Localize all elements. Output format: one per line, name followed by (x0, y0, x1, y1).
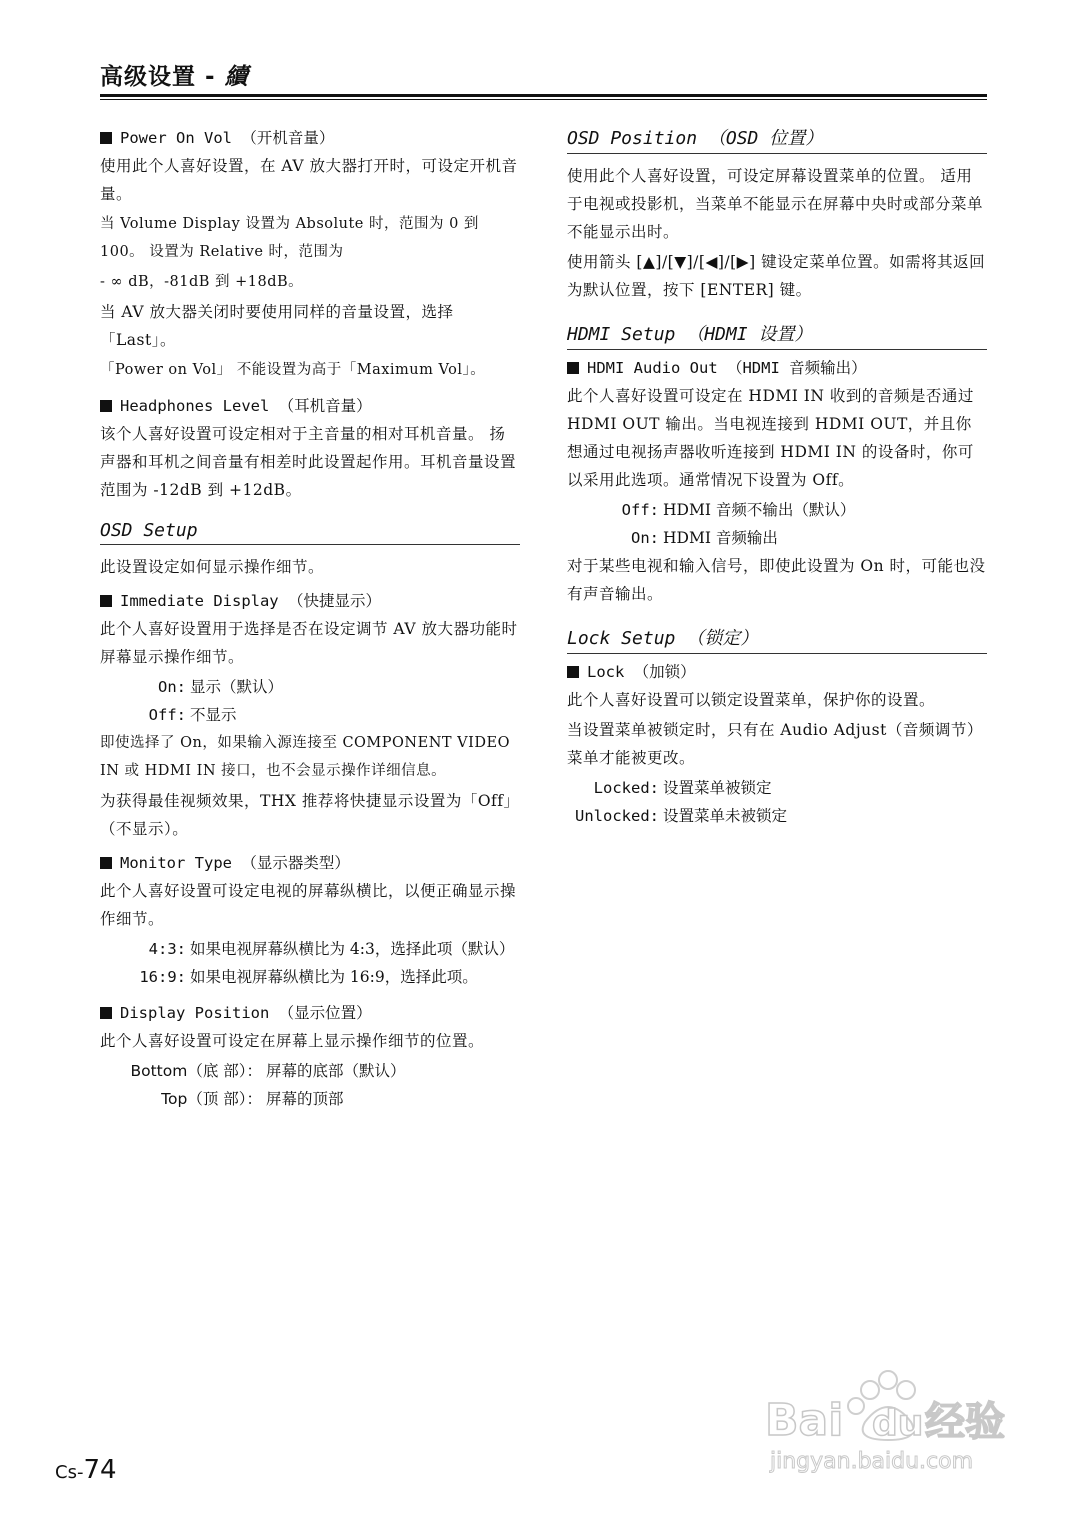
option-key: Top（顶 部）： (161, 1090, 262, 1108)
option-value: 显示（默认） (190, 678, 284, 696)
watermark-brand2: du (872, 1403, 924, 1444)
lock-heading (567, 662, 987, 682)
right-column (567, 120, 987, 830)
heading-text: Immediate Display （快捷显示） (120, 592, 381, 610)
option-row (100, 1057, 520, 1085)
paragraph: 此个人喜好设置可设定在屏幕上显示操作细节的位置。 (100, 1032, 485, 1050)
option-value: HDMI 音频不输出（默认） (663, 501, 856, 519)
option-value: HDMI 音频输出 (663, 529, 778, 547)
paragraph: 为获得最佳视频效果，THX 推荐将快捷显示设置为「Off」（不显示）。 (100, 792, 520, 838)
option-key: Unlocked: (575, 807, 659, 825)
hdmi-audio-out-heading (567, 358, 987, 378)
option-value: 屏幕的底部（默认） (266, 1062, 406, 1080)
bullet-square-icon (100, 400, 112, 412)
bullet-square-icon (100, 132, 112, 144)
bullet-square-icon (567, 362, 579, 374)
baidu-watermark-logo (760, 1360, 1020, 1480)
page-prefix: Cs- (55, 1462, 84, 1483)
option-value: 如果电视屏幕纵横比为 4:3，选择此项（默认） (190, 940, 515, 958)
paragraph: 使用此个人喜好设置，可设定屏幕设置菜单的位置。 适用于电视或投影机，当菜单不能显示在屏幕中央时或部分菜单不能显示出时。 (567, 167, 984, 241)
option-row (100, 935, 520, 963)
title-italic: 續 (224, 64, 249, 90)
heading-text: Lock （加锁） (587, 663, 696, 681)
option-row (100, 963, 520, 991)
headphones-level-heading (100, 396, 520, 416)
page-number-value: 74 (83, 1455, 117, 1485)
monitor-type-heading (100, 853, 520, 873)
bullet-square-icon (567, 666, 579, 678)
option-value: 设置菜单未被锁定 (663, 807, 788, 825)
hdmi-setup-heading: HDMI Setup （HDMI 设置） (567, 320, 987, 350)
paragraph: 此个人喜好设置可设定在 HDMI IN 收到的音频是否通过 HDMI OUT 输出。当电视连接到 HDMI OUT，并且你想通过电视扬声器收听连接到 HDMI IN 的设备时，你可以采用此选项。通常情况下设置为 Off。 (567, 387, 974, 489)
bullet-square-icon (100, 595, 112, 607)
option-key: Off: (621, 501, 659, 519)
title-rule-thin (100, 99, 987, 100)
watermark-brand: Bai (765, 1395, 844, 1446)
heading-text: Display Position （显示位置） (120, 1004, 372, 1022)
bullet-square-icon (100, 1007, 112, 1019)
option-row (567, 496, 987, 524)
paragraph: 「Power on Vol」 不能设置为高于「Maximum Vol」。 (100, 362, 486, 378)
paragraph: - ∞ dB，-81dB 到 +18dB。 (100, 274, 304, 290)
page-title (100, 58, 249, 91)
title-main: 高级设置 - (100, 64, 225, 90)
option-key: Off: (148, 706, 186, 724)
left-column (100, 120, 520, 1113)
option-row (100, 701, 520, 729)
power-on-vol-heading (100, 128, 520, 148)
option-row (100, 673, 520, 701)
osd-setup-heading: OSD Setup (100, 520, 520, 545)
display-position-heading (100, 1003, 520, 1023)
heading-text: Monitor Type （显示器类型） (120, 854, 350, 872)
option-key: On: (158, 678, 186, 696)
heading-text: Power On Vol （开机音量） (120, 129, 335, 147)
paragraph: 即使选择了 On，如果输入源连接至 COMPONENT VIDEO IN 或 HDMI IN 接口，也不会显示操作详细信息。 (100, 735, 510, 779)
option-value: 设置菜单被锁定 (663, 779, 772, 797)
option-row (567, 774, 987, 802)
paragraph: 使用此个人喜好设置，在 AV 放大器打开时，可设定开机音量。 (100, 157, 518, 203)
paragraph: 对于某些电视和输入信号，即使此设置为 On 时，可能也没有声音输出。 (567, 557, 986, 603)
lock-setup-heading: Lock Setup （锁定） (567, 624, 987, 654)
page-number (55, 1455, 117, 1485)
option-value: 不显示 (190, 706, 237, 724)
immediate-display-heading (100, 591, 520, 611)
option-value: 屏幕的顶部 (266, 1090, 344, 1108)
title-rule (100, 94, 987, 97)
watermark-url: jingyan.baidu.com (770, 1449, 974, 1474)
paragraph: 使用箭头 [▲]/[▼]/[◀]/[▶] 键设定菜单位置。如需将其返回为默认位置，按下 [ENTER] 键。 (567, 253, 986, 299)
watermark-cn: 经验 (925, 1399, 1005, 1445)
paragraph: 当 AV 放大器关闭时要使用同样的音量设置，选择「Last」。 (100, 303, 454, 349)
option-row (567, 524, 987, 552)
paragraph: 此个人喜好设置用于选择是否在设定调节 AV 放大器功能时屏幕显示操作细节。 (100, 620, 518, 666)
option-key: Bottom（底 部）： (130, 1062, 262, 1080)
osd-position-heading: OSD Position （OSD 位置） (567, 124, 987, 154)
paragraph: 此个人喜好设置可设定电视的屏幕纵横比，以便正确显示操作细节。 (100, 882, 517, 928)
paragraph: 当 Volume Display 设置为 Absolute 时，范围为 0 到 100。 设置为 Relative 时，范围为 (100, 216, 479, 260)
option-value: 如果电视屏幕纵横比为 16:9，选择此项。 (190, 968, 478, 986)
option-key: On: (631, 529, 659, 547)
option-row (567, 802, 987, 830)
paragraph: 该个人喜好设置可设定相对于主音量的相对耳机音量。 扬声器和耳机之间音量有相差时此设置起作用。耳机音量设置范围为 -12dB 到 +12dB。 (100, 425, 517, 499)
paragraph: 当设置菜单被锁定时，只有在 Audio Adjust（音频调节）菜单才能被更改。 (567, 721, 983, 767)
bullet-square-icon (100, 857, 112, 869)
option-key: Locked: (593, 779, 659, 797)
heading-text: Headphones Level （耳机音量） (120, 397, 372, 415)
paragraph: 此个人喜好设置可以锁定设置菜单，保护你的设置。 (567, 691, 936, 709)
paragraph: 此设置设定如何显示操作细节。 (100, 558, 325, 576)
option-key: 4:3: (148, 940, 186, 958)
option-key: 16:9: (139, 968, 186, 986)
option-row (100, 1085, 520, 1113)
heading-text: HDMI Audio Out （HDMI 音频输出） (587, 359, 867, 377)
